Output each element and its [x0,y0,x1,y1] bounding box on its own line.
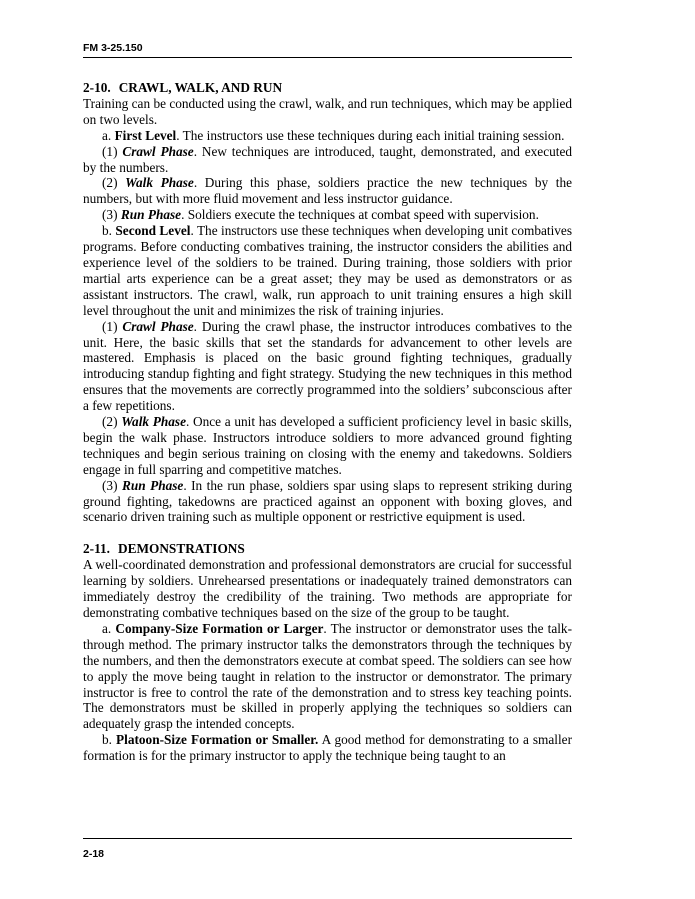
paragraph-number: (2) [102,414,118,430]
paragraph-lead: First Level [114,127,177,143]
paragraph-lead: Walk Phase [121,414,186,430]
paragraph-number: (3) [102,207,118,223]
paragraph-lead: Platoon-Size Formation or Smaller. [116,732,319,748]
section-title: DEMONSTRATIONS [117,541,245,557]
paragraph-text: . Once a unit has developed a sufficient proficiency level in basic skills, begin the walk phase. Instructors introduce soldiers to more advanced ground fighting techniques and begin serious training on closing with the enemy and takedowns. Soldiers engage in full sparring and competitive matches. [83,414,572,477]
paragraph-text: A good method for demonstrating to a smaller formation is for the primary instructor to apply the technique being taught to an [83,732,573,764]
paragraph-label: b. [102,732,112,748]
paragraph-second-run [83,478,572,526]
paragraph-text: . The instructors use these techniques when developing unit combatives programs. Before conducting combatives training, the instructor considers the abilities and experience level of the soldiers to be trained. During training, those soldiers with prior martial arts experience can be a great asset; they may be used as demonstrators or as assistant instructors. The crawl, walk, run approach to unit training ensures a high skill level throughout the unit and minimizes the risk of training injuries. [83,223,572,318]
paragraph-text: . New techniques are introduced, taught, demonstrated, and executed by the numbers. [83,143,572,175]
paragraph-platoon-size [83,732,572,764]
paragraph-label: b. [102,223,112,239]
paragraph-text: . During the crawl phase, the instructor introduces combatives to the unit. Here, the basic skills that set the standards for advancement to other levels are mastered. Emphasis is placed on the basic ground fighting techniques, gradually introducing standup fighting and fight strategy. Studying the new techniques in this method ensures that the movements are correctly programmed into the soldiers’ subconscious after a few repetitions. [83,318,572,414]
section-number: 2-11. [83,541,110,557]
paragraph-lead: Walk Phase [125,175,194,191]
paragraph-lead: Company-Size Formation or Larger [115,620,324,636]
page-header [83,38,572,58]
paragraph-second-walk [83,414,572,478]
paragraph-first-level [83,128,572,144]
paragraph-lead: Crawl Phase [122,318,194,334]
paragraph-label: a. [102,620,112,636]
paragraph-number: (2) [102,175,118,191]
paragraph-text: . In the run phase, soldiers spar using slaps to represent striking during ground fighting, takedowns are practiced against an opponent with boxing gloves, and scenario driven training such as multiple opponent or restrictive equipment is used. [83,477,573,525]
paragraph-lead: Second Level [115,223,191,239]
section-heading-2-11 [83,541,572,557]
section-intro: Training can be conducted using the crawl, walk, and run techniques, which may be applied on two levels. [83,95,572,127]
paragraph-lead: Crawl Phase [122,143,194,159]
paragraph-lead: Run Phase [120,207,182,223]
page-number: 2-18 [83,848,105,860]
document-id: FM 3-25.150 [83,42,143,54]
section-heading-2-10 [83,80,572,96]
page-footer [83,838,572,862]
paragraph-second-level [83,223,572,318]
paragraph-text: . The instructors use these techniques during each initial training session. [176,127,565,143]
paragraph-lead: Run Phase [121,477,184,493]
paragraph-label: a. [102,127,112,143]
section-intro: A well-coordinated demonstration and professional demonstrators are crucial for successful learning by soldiers. Unrehearsed presentations or inadequately trained demonstrators can immediately destroy the credibility of the training. Two methods are appropriate for demonstrating combative techniques based on the size of the group to be taught. [83,557,572,620]
paragraph-number: (1) [102,318,118,334]
paragraph-first-walk [83,175,572,207]
paragraph-text: . During this phase, soldiers practice the new techniques by the numbers, but with more fluid movement and less instructor guidance. [83,175,572,207]
paragraph-first-run [83,207,572,223]
paragraph-first-crawl [83,144,572,176]
paragraph-company-size [83,621,572,732]
paragraph-number: (3) [102,477,118,493]
paragraph-number: (1) [102,143,118,159]
section-title: CRAWL, WALK, AND RUN [118,80,283,95]
section-spacer [83,525,572,541]
section-number: 2-10. [83,80,111,95]
paragraph-text: . The instructor or demonstrator uses the talk-through method. The primary instructor talks the demonstrators through the techniques by the numbers, and then the demonstrators execute at combat speed. The soldiers can see how to apply the move being taught in relation to the instructor or demonstrator. The primary instructor is free to control the rate of the demonstration and to stress key teaching points. The demonstrators must be skilled in properly applying the techniques so soldiers can adequately grasp the intended concepts. [83,620,573,732]
paragraph-second-crawl [83,319,572,414]
paragraph-text: . Soldiers execute the techniques at combat speed with supervision. [181,207,539,223]
page-body [83,80,572,764]
